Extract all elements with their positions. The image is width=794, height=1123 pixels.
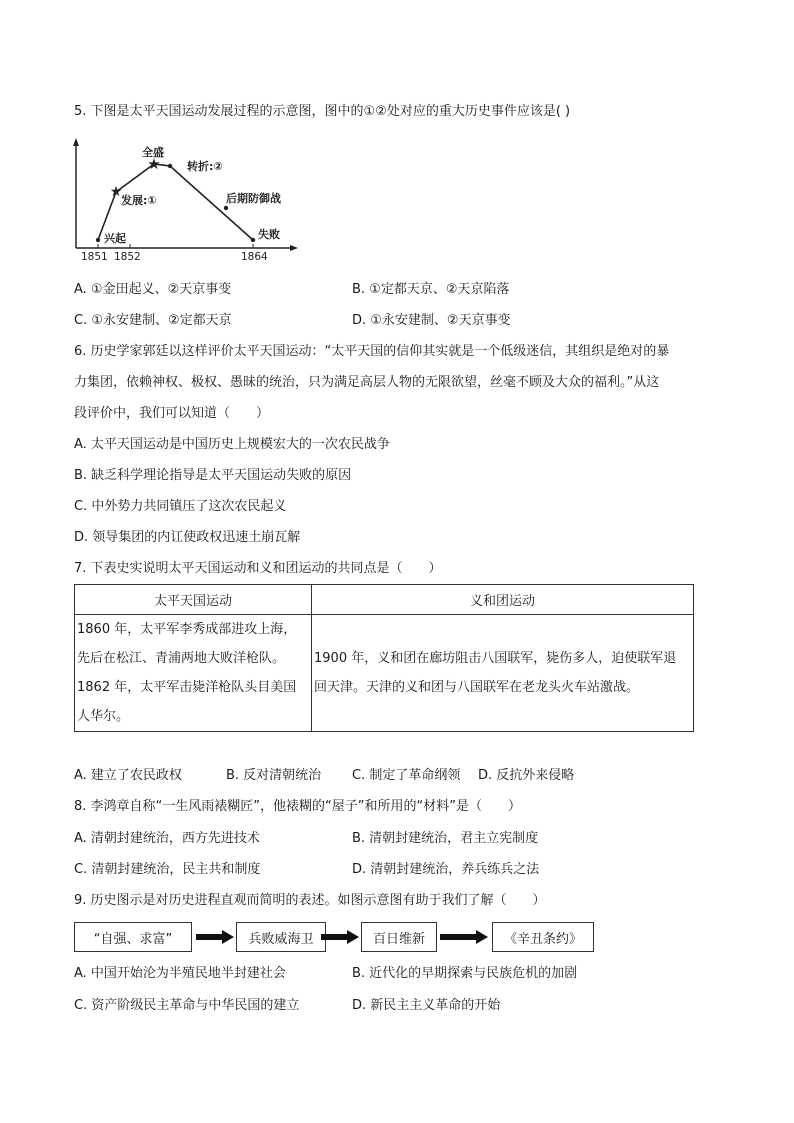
taiping-line-2: 先后在松江、青浦两地大败洋枪队。 xyxy=(77,651,286,666)
y-axis-arrow xyxy=(73,138,79,146)
q7-option-a[interactable]: A. 建立了农民政权 xyxy=(74,768,182,783)
q8-option-c[interactable]: C. 清朝封建统治，民主共和制度 xyxy=(74,862,261,877)
q7-stem: 7. 下表史实说明太平天国运动和义和团运动的共同点是（ ） xyxy=(74,561,442,576)
flow-box-weihaiwei: 兵败威海卫 xyxy=(236,922,326,952)
boxer-line-2: 回天津。天津的义和团与八国联军在老龙头火车站激战。 xyxy=(314,680,640,695)
q5-stem: 5. 下图是太平天国运动发展过程的示意图，图中的①②处对应的重大历史事件应该是( ) xyxy=(74,104,571,119)
label-peak: 全盛 xyxy=(142,146,164,159)
table-header-taiping: 太平天国运动 xyxy=(75,585,312,615)
table-row xyxy=(75,615,694,732)
q7-option-d[interactable]: D. 反抗外来侵略 xyxy=(478,768,575,783)
q8-option-d[interactable]: D. 清朝封建统治，养兵练兵之法 xyxy=(352,862,540,877)
x-axis-arrow xyxy=(290,245,298,251)
boxer-line-1: 1900 年，义和团在廊坊阻击八国联军，毙伤多人，迫使联军退 xyxy=(314,651,677,666)
arrow-right-icon xyxy=(196,930,234,944)
q6-stem-line2: 力集团，依赖神权、极权、愚昧的统治，只为满足高层人物的无限欲望，丝毫不顾及大众的福利。”从这 xyxy=(74,375,660,390)
tick-label-1864: 1864 xyxy=(241,251,268,262)
flow-box-boxer-protocol: 《辛丑条约》 xyxy=(492,922,594,952)
label-develop: 发展:① xyxy=(121,194,157,207)
taiping-line-3: 1862 年，太平军击毙洋枪队头目美国 xyxy=(77,680,297,695)
q9-option-d[interactable]: D. 新民主主义革命的开始 xyxy=(352,998,501,1013)
tick-label-1851: 1851 xyxy=(81,251,108,262)
q9-option-a[interactable]: A. 中国开始沦为半殖民地半封建社会 xyxy=(74,966,286,981)
q5-option-b[interactable]: B. ①定都天京、②天京陷落 xyxy=(352,282,510,297)
star-develop-icon: ★ xyxy=(109,184,123,200)
label-turn: 转折:② xyxy=(187,160,223,173)
table-cell-taiping xyxy=(75,615,312,732)
q5-option-d[interactable]: D. ①永安建制、②天京事变 xyxy=(352,313,511,328)
q6-option-c[interactable]: C. 中外势力共同镇压了这次农民起义 xyxy=(74,499,287,514)
flow-box-self-strengthening: “自强、求富” xyxy=(74,922,192,952)
star-peak-icon: ★ xyxy=(147,155,161,173)
point-defense xyxy=(224,206,228,210)
q6-option-d[interactable]: D. 领导集团的内讧使政权迅速土崩瓦解 xyxy=(74,530,301,545)
q9-option-b[interactable]: B. 近代化的早期探索与民族危机的加剧 xyxy=(352,966,578,981)
table-header-boxer: 义和团运动 xyxy=(312,585,694,615)
label-rise: 兴起 xyxy=(104,232,126,245)
point-turn xyxy=(168,164,172,168)
q8-option-b[interactable]: B. 清朝封建统治，君主立宪制度 xyxy=(352,831,539,846)
q9-option-c[interactable]: C. 资产阶级民主革命与中华民国的建立 xyxy=(74,998,300,1013)
q6-stem-line3: 段评价中，我们可以知道（ ） xyxy=(74,406,270,421)
taiping-development-chart xyxy=(66,134,306,262)
q6-option-b[interactable]: B. 缺乏科学理论指导是太平天国运动失败的原因 xyxy=(74,468,352,483)
q6-option-a[interactable]: A. 太平天国运动是中国历史上规模宏大的一次农民战争 xyxy=(74,437,390,452)
table-cell-boxer xyxy=(312,615,694,732)
q8-option-a[interactable]: A. 清朝封建统治，西方先进技术 xyxy=(74,831,260,846)
q5-option-c[interactable]: C. ①永安建制、②定都天京 xyxy=(74,313,232,328)
flow-box-hundred-days-reform: 百日维新 xyxy=(361,922,437,952)
q6-stem-line1: 6. 历史学家郭廷以这样评价太平天国运动：“太平天国的信仰其实就是一个低级迷信，其组织是绝对的暴 xyxy=(74,344,670,359)
table-header-row xyxy=(75,585,694,615)
tick-label-1852: 1852 xyxy=(114,251,141,262)
point-fail xyxy=(251,238,255,242)
q8-stem: 8. 李鸿章自称“一生风雨裱糊匠”，他裱糊的“屋子”和所用的“材料”是（ ） xyxy=(74,799,521,814)
q7-option-c[interactable]: C. 制定了革命纲领 xyxy=(352,768,461,783)
label-defense: 后期防御战 xyxy=(226,192,281,205)
q7-comparison-table xyxy=(74,584,694,732)
point-rise xyxy=(96,238,100,242)
arrow-right-icon xyxy=(321,930,359,944)
label-fail: 失败 xyxy=(258,228,280,241)
q9-stem: 9. 历史图示是对历史进程直观而简明的表述。如图示意图有助于我们了解（ ） xyxy=(74,893,546,908)
q5-option-a[interactable]: A. ①金田起义、②天京事变 xyxy=(74,282,232,297)
taiping-line-4: 人华尔。 xyxy=(77,709,130,724)
taiping-line-1: 1860 年，太平军李秀成部进攻上海， xyxy=(77,622,297,637)
arrow-right-icon xyxy=(440,930,488,944)
q7-option-b[interactable]: B. 反对清朝统治 xyxy=(226,768,322,783)
